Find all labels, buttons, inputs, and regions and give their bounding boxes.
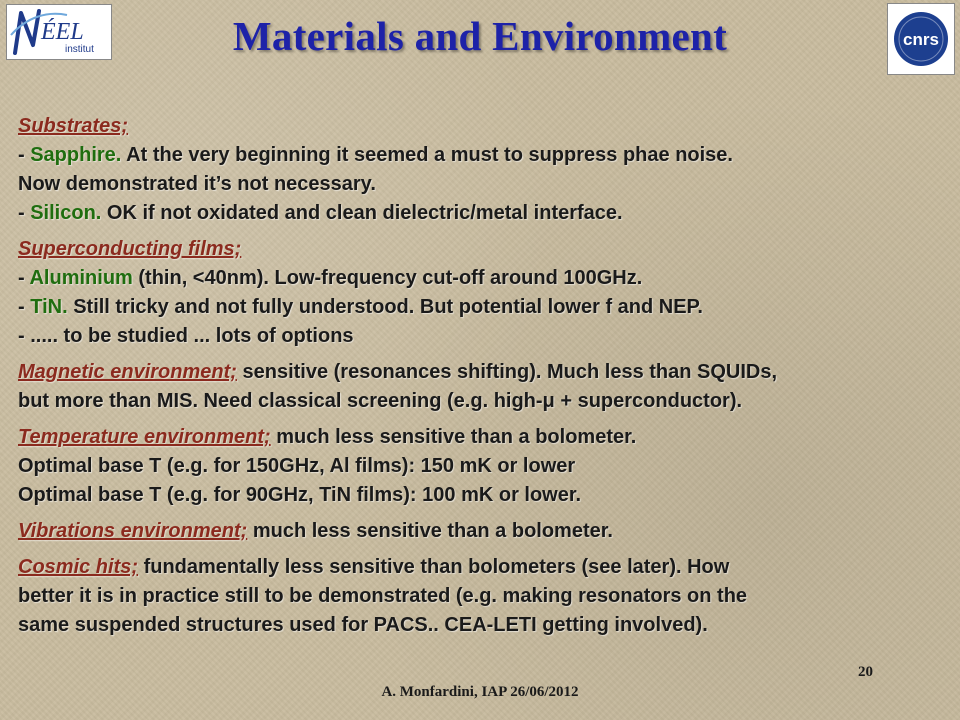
- vibrations-text: much less sensitive than a bolometer.: [247, 520, 613, 542]
- films-dash-2: -: [18, 296, 31, 318]
- magnetic-text-2: but more than MIS. Need classical screening (e.g. high-μ + superconductor).: [18, 390, 743, 412]
- films-section: [18, 235, 953, 351]
- tin-label: TiN.: [30, 296, 68, 318]
- films-dash-1: -: [18, 267, 30, 289]
- temperature-section: [18, 423, 953, 510]
- films-options-text: - ..... to be studied ... lots of options: [18, 325, 354, 347]
- vibrations-heading: Vibrations environment;: [18, 520, 248, 542]
- magnetic-heading: Magnetic environment;: [18, 361, 237, 383]
- films-heading: Superconducting films;: [18, 238, 242, 260]
- magnetic-text-1: sensitive (resonances shifting). Much less than SQUIDs,: [236, 361, 778, 383]
- slide-body: [18, 112, 953, 647]
- cosmic-section: [18, 553, 953, 640]
- temperature-text-2: Optimal base T (e.g. for 150GHz, Al films): 150 mK or lower: [18, 455, 576, 477]
- cnrs-logo-text: cnrs: [903, 30, 939, 49]
- slide-title: Materials and Environment: [232, 13, 728, 59]
- footer-credit: A. Monfardini, IAP 26/06/2012: [381, 684, 579, 700]
- sapphire-text: At the very beginning it seemed a must to suppress phae noise.: [121, 144, 733, 166]
- temperature-text-3: Optimal base T (e.g. for 90GHz, TiN films): 100 mK or lower.: [18, 484, 582, 506]
- substrates-section: [18, 112, 953, 228]
- magnetic-section: [18, 358, 953, 416]
- cosmic-heading: Cosmic hits;: [18, 556, 139, 578]
- aluminium-label: Aluminium: [29, 267, 133, 289]
- substrates-heading: Substrates;: [18, 115, 129, 137]
- sapphire-label: Sapphire.: [30, 144, 122, 166]
- vibrations-section: [18, 517, 953, 546]
- neel-logo-subtext: institut: [65, 44, 94, 55]
- temperature-text-1: much less sensitive than a bolometer.: [270, 426, 637, 448]
- page-number: 20: [858, 664, 873, 680]
- silicon-label: Silicon.: [30, 202, 102, 224]
- substrates-dash-1: -: [18, 144, 31, 166]
- aluminium-text: (thin, <40nm). Low-frequency cut-off around 100GHz.: [132, 267, 643, 289]
- tin-text: Still tricky and not fully understood. But potential lower f and NEP.: [67, 296, 703, 318]
- cosmic-text-2: better it is in practice still to be demonstrated (e.g. making resonators on the: [18, 585, 748, 607]
- neel-logo-text: ÉEL: [41, 19, 84, 45]
- cosmic-text-3: same suspended structures used for PACS.. CEA-LETI getting involved).: [18, 614, 708, 636]
- silicon-text: OK if not oxidated and clean dielectric/metal interface.: [101, 202, 623, 224]
- sapphire-text-2: Now demonstrated it’s not necessary.: [18, 173, 376, 195]
- cosmic-text-1: fundamentally less sensitive than bolometers (see later). How: [138, 556, 730, 578]
- substrates-dash-2: -: [18, 202, 31, 224]
- temperature-heading: Temperature environment;: [18, 426, 271, 448]
